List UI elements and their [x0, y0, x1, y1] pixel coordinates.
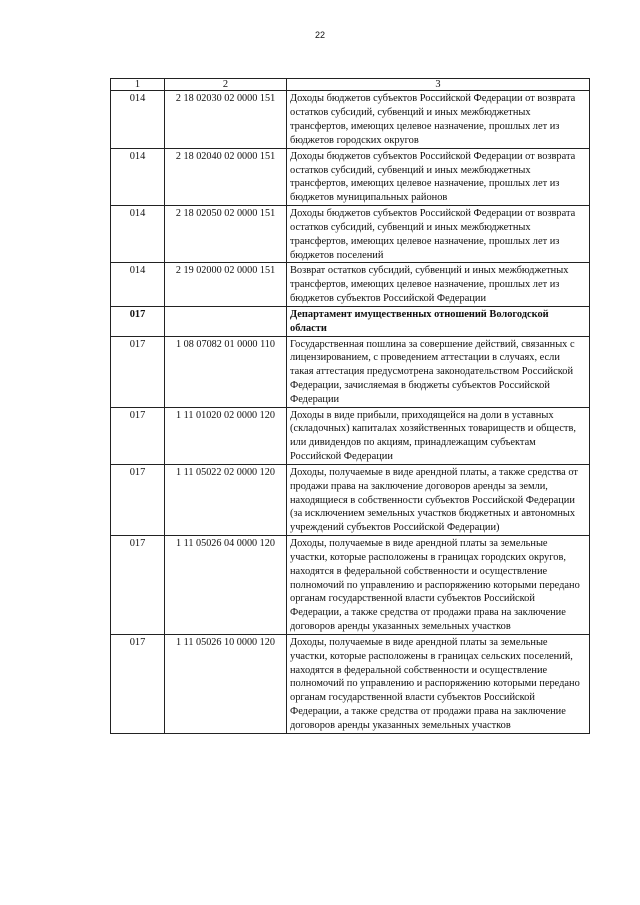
table-row: [111, 206, 590, 263]
admin-code-cell: 014: [111, 91, 165, 148]
revenue-code-cell: 1 11 05022 02 0000 120: [165, 464, 287, 535]
admin-code-cell: 014: [111, 206, 165, 263]
admin-code-cell: 017: [111, 464, 165, 535]
budget-revenue-table: [110, 78, 590, 734]
table-row: [111, 91, 590, 148]
revenue-code-cell: 1 08 07082 01 0000 110: [165, 336, 287, 407]
revenue-code-cell: 2 18 02040 02 0000 151: [165, 148, 287, 205]
revenue-name-cell: Государственная пошлина за совершение действий, связанных с лицензированием, с проведением аттестации в случаях, если такая аттестация предусмотрена законодательством Российской Федерации, зачисляемая в бюджеты субъектов Российской Федерации: [287, 336, 590, 407]
revenue-name-cell: Департамент имущественных отношений Вологодской области: [287, 306, 590, 336]
admin-code-cell: 017: [111, 634, 165, 733]
table-row: [111, 263, 590, 306]
revenue-code-cell: [165, 306, 287, 336]
revenue-name-cell: Возврат остатков субсидий, субвенций и иных межбюджетных трансфертов, имеющих целевое назначение, прошлых лет из бюджетов субъектов Российской Федерации: [287, 263, 590, 306]
revenue-code-cell: 2 18 02030 02 0000 151: [165, 91, 287, 148]
revenue-code-cell: 1 11 05026 10 0000 120: [165, 634, 287, 733]
revenue-name-cell: Доходы бюджетов субъектов Российской Федерации от возврата остатков субсидий, субвенций и иных межбюджетных трансфертов, имеющих целевое назначение, прошлых лет из бюджетов поселений: [287, 206, 590, 263]
table-header-row: [111, 79, 590, 91]
revenue-code-cell: 2 19 02000 02 0000 151: [165, 263, 287, 306]
page-number: 22: [314, 30, 325, 40]
revenue-name-cell: Доходы, получаемые в виде арендной платы, а также средства от продажи права на заключение договоров аренды за земли, находящиеся в собственности субъектов Российской Федерации (за исключением земельных участков бюджетных и автономных учреждений субъектов Российской Федерации): [287, 464, 590, 535]
revenue-name-cell: Доходы бюджетов субъектов Российской Федерации от возврата остатков субсидий, субвенций и иных межбюджетных трансфертов, имеющих целевое назначение, прошлых лет из бюджетов муниципальных районов: [287, 148, 590, 205]
column-header-name: 3: [287, 79, 590, 91]
revenue-name-cell: Доходы, получаемые в виде арендной платы за земельные участки, которые расположены в границах городских округов, находятся в федеральной собственности и осуществление полномочий по управлению и распоряжению которыми передано органам государственной власти субъектов Российской Федерации, а также средства от продажи права на заключение договоров аренды указанных земельных участков: [287, 536, 590, 635]
table-row: [111, 536, 590, 635]
admin-code-cell: 014: [111, 263, 165, 306]
admin-code-cell: 014: [111, 148, 165, 205]
table-body: [111, 91, 590, 733]
table-row: [111, 306, 590, 336]
admin-code-cell: 017: [111, 306, 165, 336]
revenue-name-cell: Доходы бюджетов субъектов Российской Федерации от возврата остатков субсидий, субвенций и иных межбюджетных трансфертов, имеющих целевое назначение, прошлых лет из бюджетов городских округов: [287, 91, 590, 148]
revenue-name-cell: Доходы, получаемые в виде арендной платы за земельные участки, которые расположены в границах сельских поселений, находятся в федеральной собственности и осуществление полномочий по управлению и распоряжению которыми передано органам государственной власти субъектов Российской Федерации, а также средства от продажи права на заключение договоров аренды указанных земельных участков: [287, 634, 590, 733]
revenue-code-cell: 2 18 02050 02 0000 151: [165, 206, 287, 263]
admin-code-cell: 017: [111, 336, 165, 407]
column-header-admin: 1: [111, 79, 165, 91]
table-row: [111, 407, 590, 464]
table-row: [111, 634, 590, 733]
revenue-name-cell: Доходы в виде прибыли, приходящейся на доли в уставных (складочных) капиталах хозяйственных товариществ и обществ, или дивидендов по акциям, принадлежащим субъектам Российской Федерации: [287, 407, 590, 464]
admin-code-cell: 017: [111, 536, 165, 635]
column-header-code: 2: [165, 79, 287, 91]
table-row: [111, 148, 590, 205]
table-row: [111, 464, 590, 535]
table-row: [111, 336, 590, 407]
revenue-code-cell: 1 11 01020 02 0000 120: [165, 407, 287, 464]
revenue-code-cell: 1 11 05026 04 0000 120: [165, 536, 287, 635]
admin-code-cell: 017: [111, 407, 165, 464]
